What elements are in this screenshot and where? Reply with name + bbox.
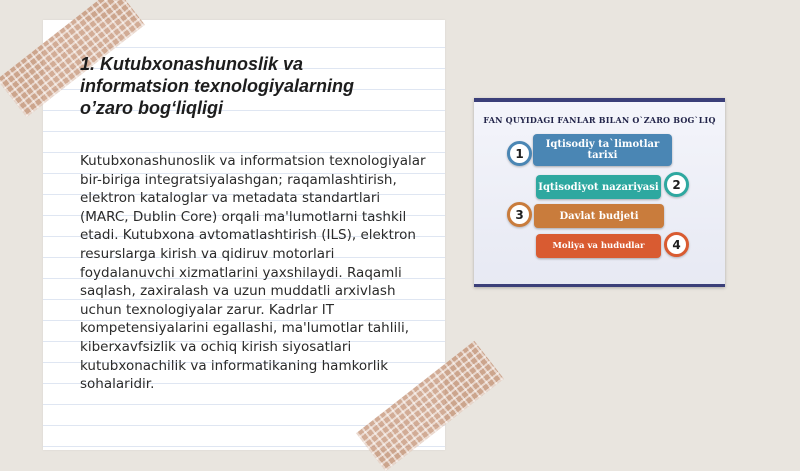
section-heading: 1. Kutubxonashunoslik va informatsion texnologiyalarning o’zaro bog‘liqligi	[80, 54, 355, 118]
subject-pill-4: Moliya va hududlar	[536, 234, 661, 258]
number-badge-4: 4	[664, 232, 689, 257]
related-subjects-slide	[474, 98, 725, 287]
number-badge-2: 2	[664, 172, 689, 197]
number-badge-3: 3	[507, 202, 532, 227]
slide-bottom-bar	[474, 284, 725, 287]
body-paragraph: Kutubxonashunoslik va informatsion texnologiyalar bir-biriga integratsiyalashgan; raqamlashtirish, elektron kataloglar va metadata standartlari (MARC, Dublin Core) orqali ma'lumotlarni tashkil etadi. Kutubxona avtomatlashtirish (ILS), elektron resurslarga kirish va qidiruv motorlari foydalanuvchi xizmatlarini yaxshilaydi. Raqamli saqlash, zaxiralash va uzun muddatli arxivlash uchun texnologiyalar zarur. Kadrlar IT kompetensiyalarini egallashi, ma'lumotlar tahlili, kiberxavfsizlik va ochiq kirish siyosatlari kutubxonachilik va informatikaning hamkorlik sohalaridir.	[80, 153, 426, 393]
subject-pill-2: Iqtisodiyot nazariyasi	[536, 175, 661, 199]
slide-title: FAN QUYIDAGI FANLAR BILAN O`ZARO BOG`LIQ	[483, 115, 716, 125]
subject-pill-1: Iqtisodiy ta`limotlar tarixi	[533, 134, 672, 166]
subject-pill-3: Davlat budjeti	[534, 204, 664, 228]
number-badge-1: 1	[507, 141, 532, 166]
slide-top-bar	[474, 98, 725, 102]
